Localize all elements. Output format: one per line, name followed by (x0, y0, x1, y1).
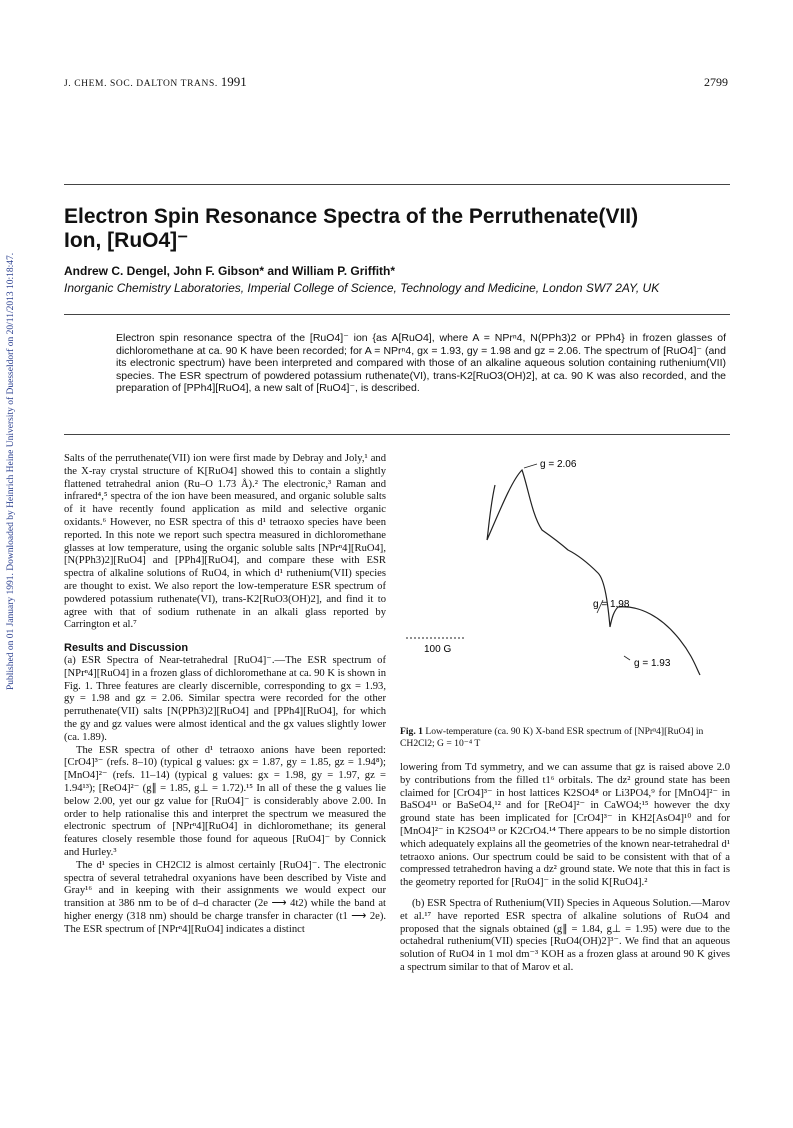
intro-paragraph: Salts of the perruthenate(VII) ion were first made by Debray and Joly,¹ and the X-ray crystal structure of K[RuO4] showed this to contain a slightly flattened tetrahedral anion (Ru–O 1.73 Å).² The electronic,³ Raman and infrared⁴,⁵ spectra of the ion have been measured, and organic soluble salts of it have recently found application as mild and selective organic oxidants.⁶ However, no ESR spectra of this d¹ tetraoxo species have been reported. In this note we report such spectra measured in dichloromethane glasses at low temperature, using the organic soluble salts [NPrⁿ4][RuO4], [N(PPh3)2][RuO4] and [PPh4][RuO4], and compare these with ESR spectra of alkaline solutions of RuO4, in which d¹ ruthenium(VII) species are thought to exist. We also report the low-temperature ESR spectrum of powdered potassium ruthenate(VI), trans-K2[RuO3(OH)2], and find it to agree with that of sodium ruthenate in an alkali glass reported by Carrington et al.⁷ (64, 453, 386, 631)
paragraph-a: (a) ESR Spectra of Near-tetrahedral [RuO4]⁻.—The ESR spectrum of [NPrⁿ4][RuO4] in a frozen glass of dichloromethane at ca. 90 K is shown in Fig. 1. Three features are clearly discernible, corresponding to gx = 1.93, gy = 1.98 and gz = 2.06. Similar spectra were recorded for the other perruthenate(VII) salts [N(PPh3)2][RuO4] and [PPh4][RuO4], for which the gy and gz values were almost identical and the gx values slightly lower (ca. 1.89). (64, 654, 386, 743)
download-notice: Published on 01 January 1991. Downloaded by Heinrich Heine University of Duesseldorf on 20/11/2013 10:18:47. (6, 252, 16, 690)
right-column (400, 762, 730, 1082)
title-line-2: Ion, [RuO4]⁻ (64, 229, 189, 252)
caption-label: Fig. 1 (400, 726, 423, 737)
journal-name: J. CHEM. SOC. DALTON TRANS. (64, 79, 218, 89)
affiliation: Inorganic Chemistry Laboratories, Imperial College of Science, Technology and Medicine, London SW7 2AY, UK (64, 281, 660, 295)
caption-text: Low-temperature (ca. 90 K) X-band ESR spectrum of [NPrⁿ4][RuO4] in CH2Cl2; G = 10⁻⁴ T (400, 726, 704, 749)
g198-label: g = 1.98 (593, 599, 630, 610)
running-head (64, 74, 247, 90)
g206-pointer (524, 464, 537, 468)
abstract-rule-top (64, 314, 730, 315)
article-title (64, 205, 704, 253)
g206-label: g = 2.06 (540, 459, 577, 470)
section-heading: Results and Discussion (64, 642, 189, 655)
paragraph-e: (b) ESR Spectra of Ruthenium(VII) Species in Aqueous Solution.—Marov et al.¹⁷ have reported ESR spectra of alkaline solutions of RuO4 and proposed that the signals obtained (g∥ = 1.84, g⊥ = 1.95) were due to the octahedral ruthenium(VII) species [RuO4(OH)2]³⁻. We find that an aqueous solution of RuO4 in 1 mol dm⁻³ KOH as a frozen glass at around 90 K gives a spectrum similar to that of Marov et al. (400, 897, 730, 973)
spectrum-trace (487, 470, 700, 675)
g193-label: g = 1.93 (634, 658, 671, 669)
page-number: 2799 (704, 75, 728, 89)
figure-caption (400, 726, 730, 749)
abstract-rule-bottom (64, 434, 730, 435)
esr-spectrum-figure (400, 455, 740, 695)
left-column (64, 453, 386, 1083)
authors: Andrew C. Dengel, John F. Gibson* and William P. Griffith* (64, 264, 396, 278)
journal-year: 1991 (220, 74, 247, 89)
top-rule (64, 184, 730, 185)
paragraph-d: lowering from Td symmetry, and we can assume that gz is raised above 2.0 by contributions from the filled t1⁶ orbitals. The dz² ground state has been claimed for [CrO4]³⁻ in host lattices K2SO4⁸ or Li3PO4,⁹ for [MnO4]²⁻ in BaSO4¹¹ or BaSeO4,¹² and for [ReO4]²⁻ in CaWO4;¹⁵ however the dxy ground state has been implicated for [CrO4]³⁻ in KH2[AsO4]¹⁰ and for [MnO4]²⁻ in K2SO4¹³ or K2CrO4.¹⁴ There appears to be no simple distortion which adequately explains all the geometries of the known near-tetrahedral d¹ tetraoxo anions. Our spectrum could be said to be consistent with that of a compressed tetrahedron having a dz² ground state. We note that this in fact is the geometry reported for [RuO4]⁻ in the solid K[RuO4].² (400, 762, 730, 889)
paragraph-b: The ESR spectra of other d¹ tetraoxo anions have been reported: [CrO4]³⁻ (refs. 8–10) (typical g values: gx = 1.87, gy = 1.85, gz = 1.94⁸); [MnO4]²⁻ (refs. 11–14) (typical g values: gx = 1.98, gy = 1.97, gz = 1.94¹³); [ReO4]²⁻ (g∥ = 1.85, g⊥ = 1.72).¹⁵ In all of these the g values lie below 2.00, yet our gz value for [RuO4]⁻ is considerably above 2.00. In order to help rationalise this and interpret the spectrum we measured the electronic spectrum of [NPrⁿ4][RuO4] in dichloromethane; its general features closely resemble those found for aqueous [RuO4]⁻ by Connick and Hurley.³ (64, 744, 386, 858)
g193-pointer (624, 656, 630, 660)
paragraph-c: The d¹ species in CH2Cl2 is almost certainly [RuO4]⁻. The electronic spectra of several tetrahedral oxyanions have been described by Viste and Gray¹⁶ and in keeping with their assignments we would expect our transition at 386 nm to be of d–d character (2e ⟶ 4t2) while the band at higher energy (318 nm) should be charge transfer in character (t1 ⟶ 2e). The ESR spectrum of [NPrⁿ4][RuO4] indicates a distinct (64, 859, 386, 935)
title-line-1: Electron Spin Resonance Spectra of the Perruthenate(VII) (64, 205, 639, 228)
scale-label: 100 G (424, 644, 452, 655)
abstract: Electron spin resonance spectra of the [RuO4]⁻ ion {as A[RuO4], where A = NPrⁿ4, N(PPh3)2 or PPh4} in frozen glasses of dichloromethane at ca. 90 K have been recorded; for A = NPrⁿ4, gx = 1.93, gy = 1.98 and gz = 2.06. The spectrum of [RuO4]⁻ (and its electronic spectrum) have been interpreted and compared with those of an alkaline aqueous solution containing ruthenium(VII) species. The ESR spectrum of powdered potassium ruthenate(VI), trans-K2[RuO3(OH)2], at ca. 90 K was also recorded, and the preparation of [PPh4][RuO4], a new salt of [RuO4]⁻, is described. (116, 332, 726, 395)
